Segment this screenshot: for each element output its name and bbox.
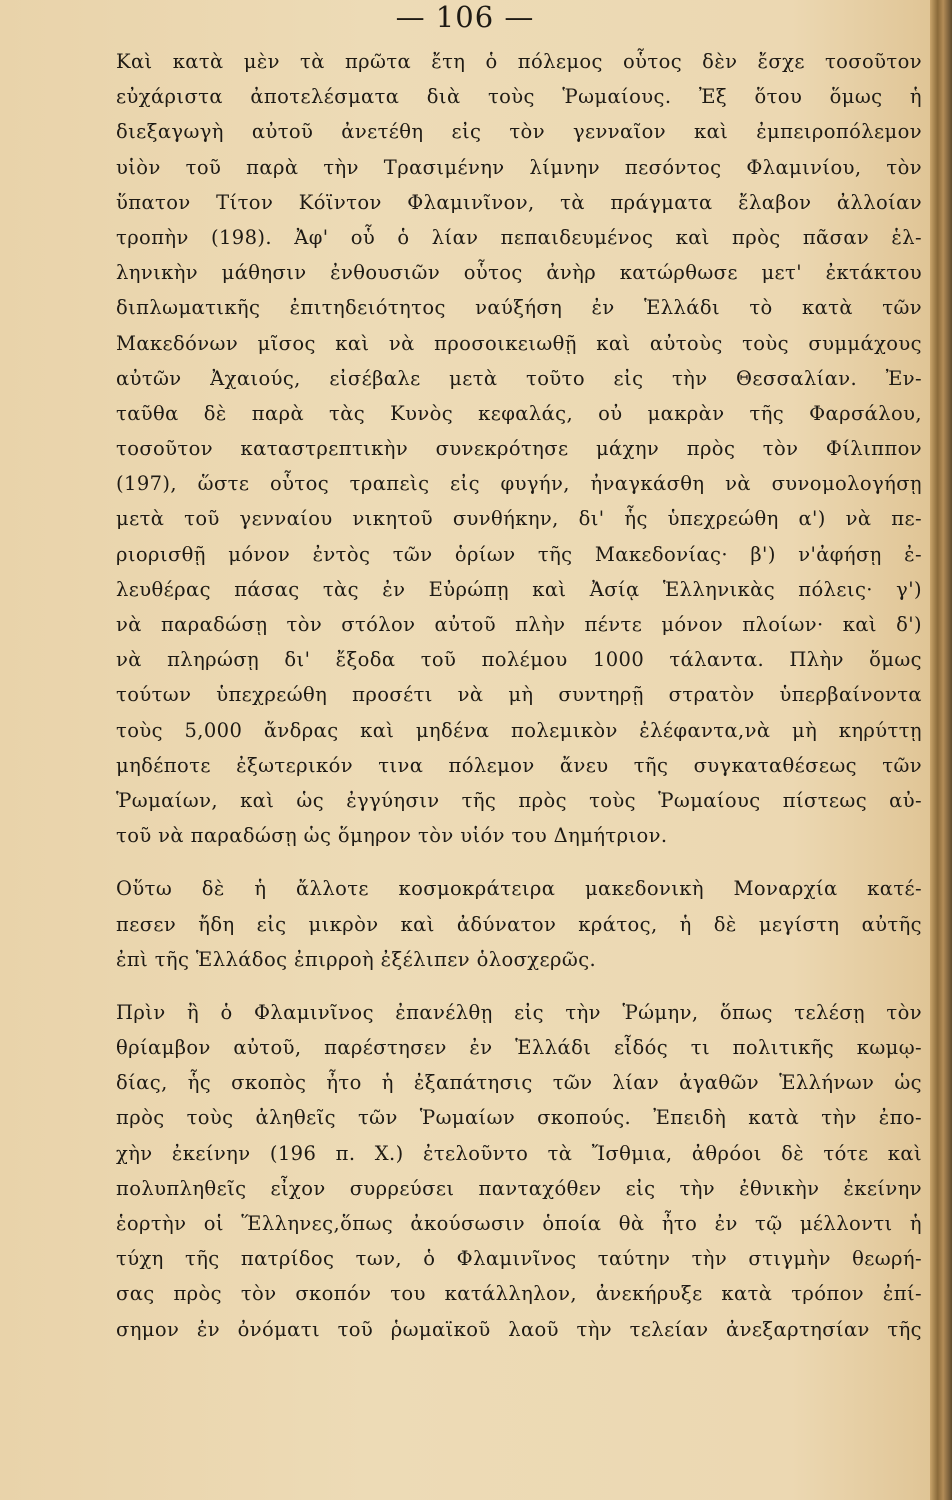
text-line: θρίαμβον αὐτοῦ, παρέστησεν ἐν Ἑλλάδι εἶδός τι πολιτικῆς κωμῳ-	[116, 1036, 922, 1060]
text-line: ἐπὶ τῆς Ἑλλάδος ἐπιρροὴ ἐξέλιπεν ὁλοσχερῶς.	[116, 947, 597, 971]
text-line: ληνικὴν μάθησιν ἐνθουσιῶν οὗτος ἀνὴρ κατώρθωσε μετ' ἐκτάκτου	[116, 261, 922, 285]
text-line: ταῦθα δὲ παρὰ τὰς Κυνὸς κεφαλάς, οὐ μακρὰν τῆς Φαρσάλου,	[116, 401, 922, 425]
text-line: ὕπατον Τίτον Κόϊντον Φλαμινῖνον, τὰ πράγματα ἔλαβον ἀλλοίαν	[116, 190, 922, 214]
text-line: Οὕτω δὲ ἡ ἄλλοτε κοσμοκράτειρα μακεδονικὴ Μοναρχία κατέ-	[116, 877, 922, 901]
text-line: νὰ παραδώσῃ τὸν στόλον αὐτοῦ πλὴν πέντε μόνον πλοίων· καὶ δ')	[116, 613, 922, 636]
paragraph	[116, 44, 922, 853]
body-text	[116, 44, 922, 1347]
text-line: τοὺς 5,000 ἄνδρας καὶ μηδένα πολεμικὸν ἐλέφαντα,νὰ μὴ κηρύττῃ	[116, 718, 922, 742]
text-line: υἱὸν τοῦ παρὰ τὴν Τρασιμένην λίμνην πεσόντος Φλαμινίου, τὸν	[116, 155, 922, 179]
text-line: μηδέποτε ἐξωτερικόν τινα πόλεμον ἄνευ τῆς συγκαταθέσεως τῶν	[116, 753, 922, 777]
text-line: (197), ὥστε οὗτος τραπεὶς εἰς φυγήν, ἠναγκάσθη νὰ συνομολογήσῃ	[116, 472, 922, 496]
text-line: πρὸς τοὺς ἀληθεῖς τῶν Ῥωμαίων σκοπούς. Ἐπειδὴ κατὰ τὴν ἐπο-	[116, 1106, 922, 1130]
text-line: τοῦ νὰ παραδώσῃ ὡς ὅμηρον τὸν υἱόν του Δημήτριον.	[116, 824, 668, 848]
text-line: μετὰ τοῦ γενναίου νικητοῦ συνθήκην, δι' ἧς ὑπεχρεώθη α') νὰ πε-	[116, 507, 922, 531]
text-line: ριορισθῇ μόνον ἐντὸς τῶν ὁρίων τῆς Μακεδονίας· β') ν'ἀφήσῃ ἐ-	[116, 542, 922, 566]
text-line: αὐτῶν Ἀχαιούς, εἰσέβαλε μετὰ τοῦτο εἰς τὴν Θεσσαλίαν. Ἐν-	[116, 366, 922, 390]
paragraph	[116, 871, 922, 977]
text-line: εὐχάριστα ἀποτελέσματα διὰ τοὺς Ῥωμαίους. Ἐξ ὅτου ὅμως ἡ	[116, 85, 922, 109]
text-line: Πρὶν ἢ ὁ Φλαμινῖνος ἐπανέλθῃ εἰς τὴν Ῥώμην, ὅπως τελέσῃ τὸν	[116, 1000, 922, 1024]
text-line: τοσοῦτον καταστρεπτικὴν συνεκρότησε μάχην πρὸς τὸν Φίλιππον	[116, 437, 922, 461]
text-line: σας πρὸς τὸν σκοπόν του κατάλληλον, ἀνεκήρυξε κατὰ τρόπον ἐπί-	[116, 1282, 922, 1306]
page-edge	[930, 0, 952, 1500]
text-line: χὴν ἐκείνην (196 π. Χ.) ἐτελοῦντο τὰ Ἴσθμια, ἀθρόοι δὲ τότε καὶ	[116, 1141, 922, 1165]
text-line: Μακεδόνων μῖσος καὶ νὰ προσοικειωθῇ καὶ αὐτοὺς τοὺς συμμάχους	[116, 331, 922, 355]
text-line: τύχη τῆς πατρίδος των, ὁ Φλαμινῖνος ταύτην τὴν στιγμὴν θεωρή-	[116, 1247, 922, 1271]
page-number: — 106 —	[395, 0, 535, 34]
text-line: πολυπληθεῖς εἶχον συρρεύσει πανταχόθεν εἰς τὴν ἐθνικὴν ἐκείνην	[116, 1176, 922, 1200]
text-line: Ῥωμαίων, καὶ ὡς ἐγγύησιν τῆς πρὸς τοὺς Ῥωμαίους πίστεως αὐ-	[116, 788, 922, 812]
text-line: ἑορτὴν οἱ Ἕλληνες,ὅπως ἀκούσωσιν ὁποία θὰ ἦτο ἐν τῷ μέλλοντι ἡ	[116, 1212, 922, 1235]
paragraph	[116, 995, 922, 1347]
text-line: πεσεν ἤδη εἰς μικρὸν καὶ ἀδύνατον κράτος, ἡ δὲ μεγίστη αὐτῆς	[116, 912, 922, 936]
text-line: τούτων ὑπεχρεώθη προσέτι νὰ μὴ συντηρῇ στρατὸν ὑπερβαίνοντα	[116, 683, 922, 707]
text-line: διεξαγωγὴ αὐτοῦ ἀνετέθη εἰς τὸν γενναῖον καὶ ἐμπειροπόλεμον	[116, 120, 922, 144]
text-line: διπλωματικῆς ἐπιτηδειότητος ναύξήση ἐν Ἑλλάδι τὸ κατὰ τῶν	[116, 296, 922, 320]
text-line: Καὶ κατὰ μὲν τὰ πρῶτα ἔτη ὁ πόλεμος οὗτος δὲν ἔσχε τοσοῦτον	[116, 50, 922, 73]
text-line: τροπὴν (198). Ἀφ' οὗ ὁ λίαν πεπαιδευμένος καὶ πρὸς πᾶσαν ἑλ-	[116, 225, 922, 249]
text-line: νὰ πληρώσῃ δι' ἔξοδα τοῦ πολέμου 1000 τάλαντα. Πλὴν ὅμως	[116, 648, 922, 672]
text-line: λευθέρας πάσας τὰς ἐν Εὐρώπῃ καὶ Ἀσίᾳ Ἑλληνικὰς πόλεις· γ')	[116, 577, 922, 601]
text-line: σημον ἐν ὀνόματι τοῦ ῥωμαϊκοῦ λαοῦ τὴν τελείαν ἀνεξαρτησίαν τῆς	[116, 1317, 922, 1341]
text-line: δίας, ἧς σκοπὸς ἦτο ἡ ἐξαπάτησις τῶν λίαν ἀγαθῶν Ἑλλήνων ὡς	[116, 1071, 922, 1095]
